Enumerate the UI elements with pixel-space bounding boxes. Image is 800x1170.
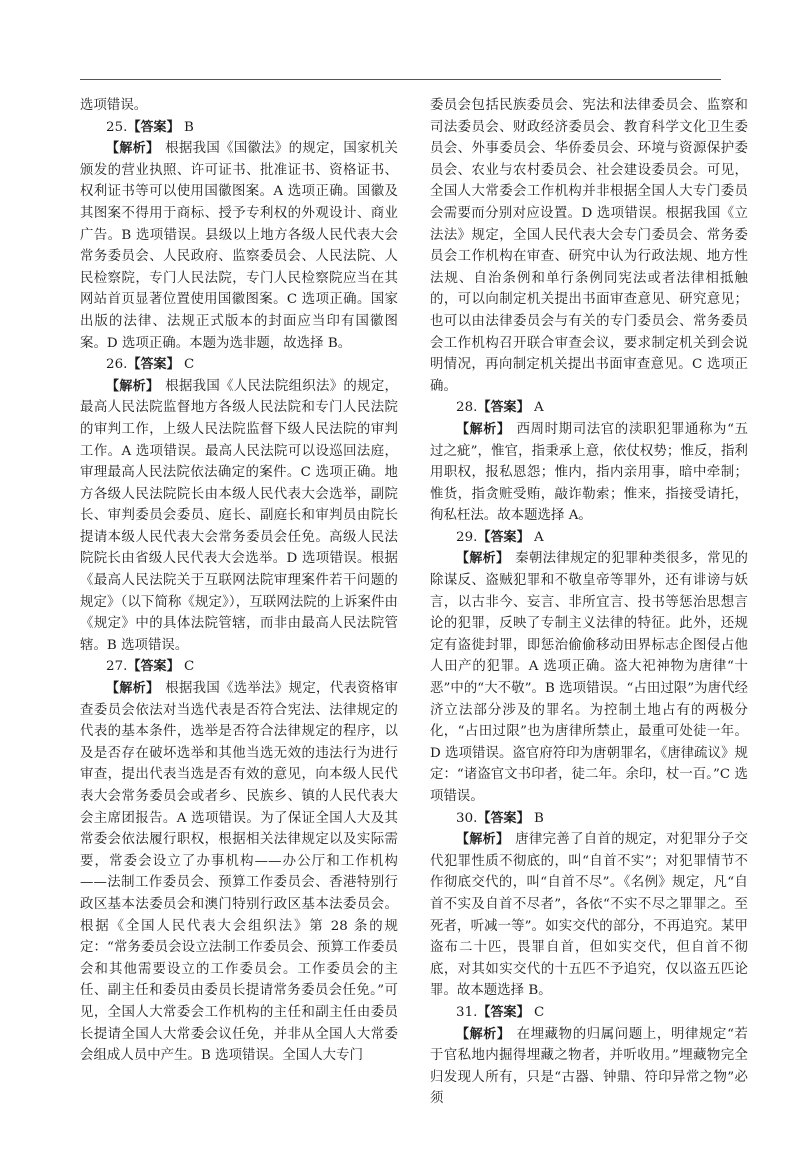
answer-line-29: 29.【答案】 A xyxy=(456,529,544,545)
explanation-30: 【解析】 唐律完善了自首的规定，对犯罪分子交代犯罪性质不彻底的，叫“自首不实”；对犯罪情节不作彻底交代的，叫“自首不尽”。《名例》规定，凡“自首不实及自首不尽者”，各依“不实不尽之罪罪之。至死者，听减一等”。如实交代的部分，不再追究。某甲盗布二十匹，畏罪自首，但如实交代，但自首不彻底，对其如实交代的十五匹不予追究，仅以盗五匹论罪。故本题选择 B。 xyxy=(430,832,748,999)
answer-line-28: 28.【答案】 A xyxy=(456,400,544,416)
explanation-31: 【解析】 在埋藏物的归属问题上，明律规定“若于官私地内掘得埋藏之物者，并听收用。”埋藏物完全归发现人所有，只是“古器、钟鼎、符印异常之物”必须 xyxy=(430,1026,748,1107)
answer-line-27: 27.【答案】 C xyxy=(106,659,195,675)
answer-line-31: 31.【答案】 C xyxy=(456,1004,545,1020)
continuation-text: 选项错误。 xyxy=(80,98,148,113)
continuation-text: 委员会包括民族委员会、宪法和法律委员会、监察和司法委员会、财政经济委员会、教育科学文化卫生委员会、外事委员会、华侨委员会、环境与资源保护委员会、农业与农村委员会、社会建设委员会。可见，全国人大常委会工作机构并非根据全国人大专门委员会需要而分别对应设置。D 选项错误。根据我国《立法法》规定，全国人民代表大会专门委员会、常务委员会工作机构在审查、研究中认为行政法规、地方性法规、自治条例和单行条例同宪法或者法律相抵触的，可以向制定机关提出书面审查意见、研究意见；也可以由法律委员会与有关的专门委员会、常务委员会工作机构召开联合审查会议，要求制定机关到会说明情况，再向制定机关提出书面审查意见。C 选项正确。 xyxy=(430,98,748,394)
explanation-28: 【解析】 西周时期司法官的渎职犯罪通称为“五过之疵”，惟官，指秉承上意，依仗权势；惟反，指利用职权，报私恩怨；惟内，指内亲用事，暗中牵制；惟货，指贪赃受贿，敲诈勒索；惟来，指接受请托，徇私枉法。故本题选择 A。 xyxy=(430,421,748,524)
explanation-29: 【解析】 秦朝法律规定的犯罪种类很多，常见的除谋反、盗贼犯罪和不敬皇帝等罪外，还有诽谤与妖言，以古非今、妄言、非所宜言、投书等惩治思想言论的犯罪，反映了专制主义法律的特征。此外，还规定有盗徙封罪，即惩治偷偷移动田界标志企图侵占他人田产的犯罪。A 选项正确。盗大祀神物为唐律“十恶”中的“大不敬”。B 选项错误。“占田过限”为唐代经济立法部分涉及的罪名。为控制土地占有的两极分化，“占田过限”也为唐律所禁止，最重可处徒一年。D 选项错误。盗官府符印为唐朝罪名，《唐律疏议》规定：“诸盗官文书印者，徒二年。余印，杖一百。”C 选项错误。 xyxy=(430,551,748,804)
answer-line-26: 26.【答案】 C xyxy=(106,357,195,373)
answer-line-30: 30.【答案】 B xyxy=(456,810,544,826)
explanation-27: 【解析】 根据我国《选举法》规定，代表资格审查委员会依法对当选代表是否符合宪法、法律规定的代表的基本条件，选举是否符合法律规定的程序，以及是否存在破坏选举和其他当选无效的违法行为进行审查，提出代表当选是否有效的意见，向本级人民代表大会常务委员会或者乡、民族乡、镇的人民代表大会主席团报告。A 选项错误。为了保证全国人大及其常委会依法履行职权，根据相关法律规定以及实际需要，常委会设立了办事机构——办公厅和工作机构——法制工作委员会、预算工作委员会、香港特别行政区基本法委员会和澳门特别行政区基本法委员会。根据《全国人民代表大会组织法》第 28 条的规定：“常务委员会设立法制工作委员会、预算工作委员会和其他需要设立的工作委员会。工作委员会的主任、副主任和委员由委员长提请常务委员会任免。”可见，全国人大常委会工作机构的主任和副主任由委员长提请全国人大常委会议任免，并非从全国人大常委会组成人员中产生。B 选项错误。全国人大专门 xyxy=(80,681,398,1064)
explanation-26: 【解析】 根据我国《人民法院组织法》的规定，最高人民法院监督地方各级人民法院和专门人民法院的审判工作，上级人民法院监督下级人民法院的审判工作。A 选项错误。最高人民法院可以设巡回法庭，审理最高人民法院依法确定的案件。C 选项正确。地方各级人民法院院长由本级人民代表大会选举，副院长、审判委员会委员、庭长、副庭长和审判员由院长提请本级人民代表大会常务委员会任免。高级人民法院院长由省级人民代表大会选举。D 选项错误。根据《最高人民法院关于互联网法院审理案件若干问题的规定》（以下简称《规定》），互联网法院的上诉案件由《规定》中的具体法院管辖，而非由最高人民法院管辖。B 选项错误。 xyxy=(80,378,398,653)
explanation-25: 【解析】 根据我国《国徽法》的规定，国家机关颁发的营业执照、许可证书、批准证书、资格证书、权利证书等可以使用国徽图案。A 选项正确。国徽及其图案不得用于商标、授予专利权的外观设计、商业广告。B 选项错误。县级以上地方各级人民代表大会常务委员会、人民政府、监察委员会、人民法院、人民检察院，专门人民法院，专门人民检察院应当在其网站首页显著位置使用国徽图案。C 选项正确。国家出版的法律、法规正式版本的封面应当印有国徽图案。D 选项正确。本题为选非题，故选择 B。 xyxy=(80,141,398,351)
left-column xyxy=(80,95,398,1067)
answer-line-25: 25.【答案】 B xyxy=(106,119,194,135)
header-rule xyxy=(80,79,721,80)
right-column xyxy=(430,95,748,1110)
